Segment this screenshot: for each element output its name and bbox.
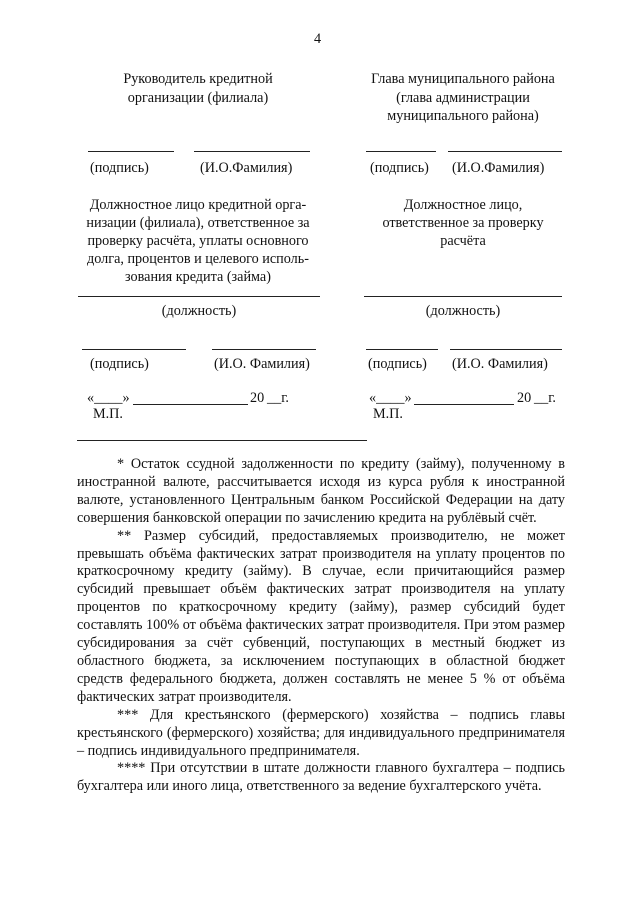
right-official-line-3: расчёта [440,233,486,249]
left-position-line [78,296,320,297]
right-title-line-1: Глава муниципального района [371,71,555,87]
left-date-open: «____» [87,390,130,406]
left-signature-line-2 [82,349,186,350]
right-date-year: 20 [517,390,532,406]
left-official-line-3: проверку расчёта, уплаты основного [87,233,309,249]
left-official-line-1: Должностное лицо кредитной орга- [89,197,307,213]
right-name-label-1: (И.О.Фамилия) [452,160,545,176]
left-official-line-2: низации (филиала), ответственное за [86,215,310,231]
right-stamp-label: М.П. [373,406,403,422]
left-date-year: 20 [250,390,265,406]
left-name-label-1: (И.О.Фамилия) [200,160,293,176]
left-title-line-2: организации (филиала) [127,90,269,106]
right-date-month-line [414,404,514,405]
left-date-suffix: __г. [267,390,289,406]
left-stamp-label: М.П. [93,406,123,422]
left-official-line-4: долга, процентов и целевого исполь- [87,251,309,267]
left-title-line-1: Руководитель кредитной [123,71,273,87]
right-title-line-2: (глава администрации [396,90,530,106]
right-name-label-2: (И.О. Фамилия) [452,356,548,372]
right-position-line [364,296,562,297]
right-official-line-2: ответственное за проверку [382,215,544,231]
footnote-separator [77,440,367,441]
left-signature-line-1 [88,151,174,152]
right-signature-line-1 [366,151,436,152]
right-date-open: «____» [369,390,412,406]
right-name-line-2 [450,349,562,350]
right-date-suffix: __г. [534,390,556,406]
footnotes [77,456,565,796]
right-signature-label-1: (подпись) [370,160,429,176]
footnote-3: *** Для крестьянского (фермерского) хозяйства – подпись главы крестьянского (фермерского) хозяйства; для индивидуального предпринимателя – подпись индивидуального предпринимателя. [77,706,565,759]
left-name-line-1 [194,151,310,152]
right-name-line-1 [448,151,562,152]
right-title-line-3: муниципального района) [387,108,539,124]
left-position-label: (должность) [161,303,237,319]
footnote-4: **** При отсутствии в штате должности главного бухгалтера – подпись бухгалтера или иного лица, ответственного за ведение бухгалтерского учёта. [77,760,565,795]
footnote-1: * Остаток ссудной задолженности по кредиту (займу), полученному в иностранной валюте, рассчитывается исходя из курса рубля к иностранной валюте, установленного Центральным банком Российской Федерации на дату совершения банковской операции по зачислению кредита на рублёвый счёт. [77,456,565,526]
page-number: 4 [314,31,322,47]
left-signature-label-1: (подпись) [90,160,149,176]
right-official-line-1: Должностное лицо, [403,197,523,213]
right-signature-line-2 [366,349,438,350]
left-official-line-5: зования кредита (займа) [125,269,271,285]
right-signature-label-2: (подпись) [368,356,427,372]
left-signature-label-2: (подпись) [90,356,149,372]
left-date-month-line [133,404,248,405]
left-name-line-2 [212,349,316,350]
footnote-2: ** Размер субсидий, предоставляемых производителю, не может превышать объёма фактических затрат производителя на уплату процентов по краткосрочному кредиту (займу). В случае, если причитающийся размер субсидий превышает объём фактических затрат производителя на уплату процентов по краткосрочному кредиту (займу), размер субсидий будет составлять 100% от объёма фактических затрат производителя. При этом размер субсидирования за счёт субвенций, поступающих в местный бюджет из областного бюджета, за исключением поступающих в областной бюджет средств федерального бюджета, должен составлять не менее 5 % от объёма фактических затрат производителя. [77,527,565,705]
left-name-label-2: (И.О. Фамилия) [214,356,310,372]
right-position-label: (должность) [425,303,501,319]
